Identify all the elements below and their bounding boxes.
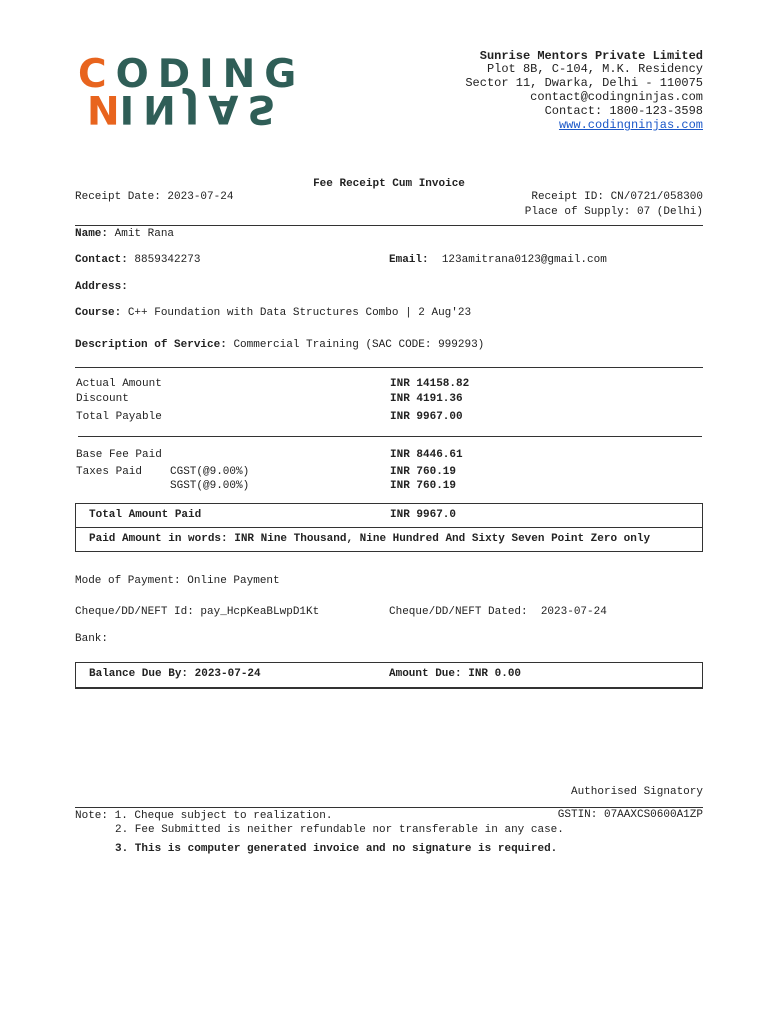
label: Name: bbox=[75, 228, 109, 240]
value: 8859342273 bbox=[134, 254, 201, 266]
cgst-value: INR 760.19 bbox=[390, 466, 457, 478]
neft-dated bbox=[389, 606, 607, 618]
authorised-signatory: Authorised Signatory bbox=[570, 786, 703, 798]
company-website-link[interactable]: www.codingninjas.com bbox=[558, 118, 703, 132]
logo-line-2 bbox=[78, 86, 285, 131]
gstin: GSTIN: 07AAXCS0600A1ZP bbox=[557, 809, 703, 821]
company-contact: Contact: 1800-123-3598 bbox=[544, 104, 703, 118]
company-email: contact@codingninjas.com bbox=[530, 90, 703, 104]
discount-label: Discount bbox=[76, 393, 129, 405]
receipt-id: Receipt ID: CN/0721/058300 bbox=[531, 191, 703, 203]
total-paid-value: INR 9967.0 bbox=[390, 509, 457, 521]
sgst-label: SGST(@9.00%) bbox=[170, 480, 250, 492]
receipt-date: Receipt Date: 2023-07-24 bbox=[75, 191, 234, 203]
company-address-2: Sector 11, Dwarka, Delhi - 110075 bbox=[465, 76, 703, 90]
customer-address-label: Address: bbox=[75, 281, 128, 293]
note-3: 3. This is computer generated invoice and no signature is required. bbox=[115, 843, 558, 855]
cgst-label: CGST(@9.00%) bbox=[170, 466, 250, 478]
actual-amount-value: INR 14158.82 bbox=[390, 378, 470, 390]
value: Commercial Training (SAC CODE: 999293) bbox=[233, 339, 485, 351]
customer-email bbox=[389, 254, 607, 266]
value: Amit Rana bbox=[114, 228, 175, 240]
note-2: 2. Fee Submitted is neither refundable nor transferable in any case. bbox=[115, 824, 564, 836]
place-of-supply: Place of Supply: 07 (Delhi) bbox=[524, 206, 703, 218]
label: Course: bbox=[75, 307, 122, 319]
divider bbox=[75, 225, 703, 226]
logo-accent-letter: C bbox=[78, 52, 116, 97]
sgst-value: INR 760.19 bbox=[390, 480, 457, 492]
value: C++ Foundation with Data Structures Combo | 2 Aug'23 bbox=[127, 307, 472, 319]
balance-due-by: Balance Due By: 2023-07-24 bbox=[89, 668, 261, 680]
base-fee-value: INR 8446.61 bbox=[390, 449, 463, 461]
payment-mode: Mode of Payment: Online Payment bbox=[75, 575, 280, 587]
neft-id: Cheque/DD/NEFT Id: pay_HcpKeaBLwpD1Kt bbox=[75, 606, 320, 618]
label: Contact: bbox=[75, 254, 128, 266]
amount-in-words: Paid Amount in words: INR Nine Thousand, Nine Hundred And Sixty Seven Point Zero only bbox=[89, 533, 651, 545]
course bbox=[75, 307, 471, 319]
logo-text: ODING bbox=[115, 52, 306, 97]
divider bbox=[75, 367, 703, 368]
value: 123amitrana0123@gmail.com bbox=[441, 254, 607, 266]
bank-label: Bank: bbox=[75, 633, 109, 645]
base-fee-label: Base Fee Paid bbox=[76, 449, 162, 461]
service-description bbox=[75, 339, 484, 351]
company-name: Sunrise Mentors Private Limited bbox=[479, 49, 703, 63]
total-payable-label: Total Payable bbox=[76, 411, 162, 423]
customer-contact bbox=[75, 254, 200, 266]
actual-amount-label: Actual Amount bbox=[76, 378, 162, 390]
amount-due: Amount Due: INR 0.00 bbox=[389, 668, 522, 680]
label: Cheque/DD/NEFT Dated: bbox=[389, 606, 528, 618]
total-paid-label: Total Amount Paid bbox=[89, 509, 202, 521]
receipt-title: Fee Receipt Cum Invoice bbox=[313, 178, 465, 190]
customer-name bbox=[75, 228, 174, 240]
taxes-paid-label: Taxes Paid bbox=[76, 466, 143, 478]
divider bbox=[75, 807, 703, 808]
label: Email: bbox=[389, 254, 429, 266]
company-address-1: Plot 8B, C-104, M.K. Residency bbox=[486, 62, 703, 76]
discount-value: INR 4191.36 bbox=[390, 393, 463, 405]
logo-text: INJAS bbox=[119, 86, 285, 131]
total-payable-value: INR 9967.00 bbox=[390, 411, 463, 423]
logo-accent-letter: N bbox=[78, 86, 120, 131]
note-1: Note: 1. Cheque subject to realization. bbox=[75, 810, 333, 822]
value: 2023-07-24 bbox=[540, 606, 607, 618]
label: Description of Service: bbox=[75, 339, 227, 351]
divider bbox=[78, 436, 702, 437]
